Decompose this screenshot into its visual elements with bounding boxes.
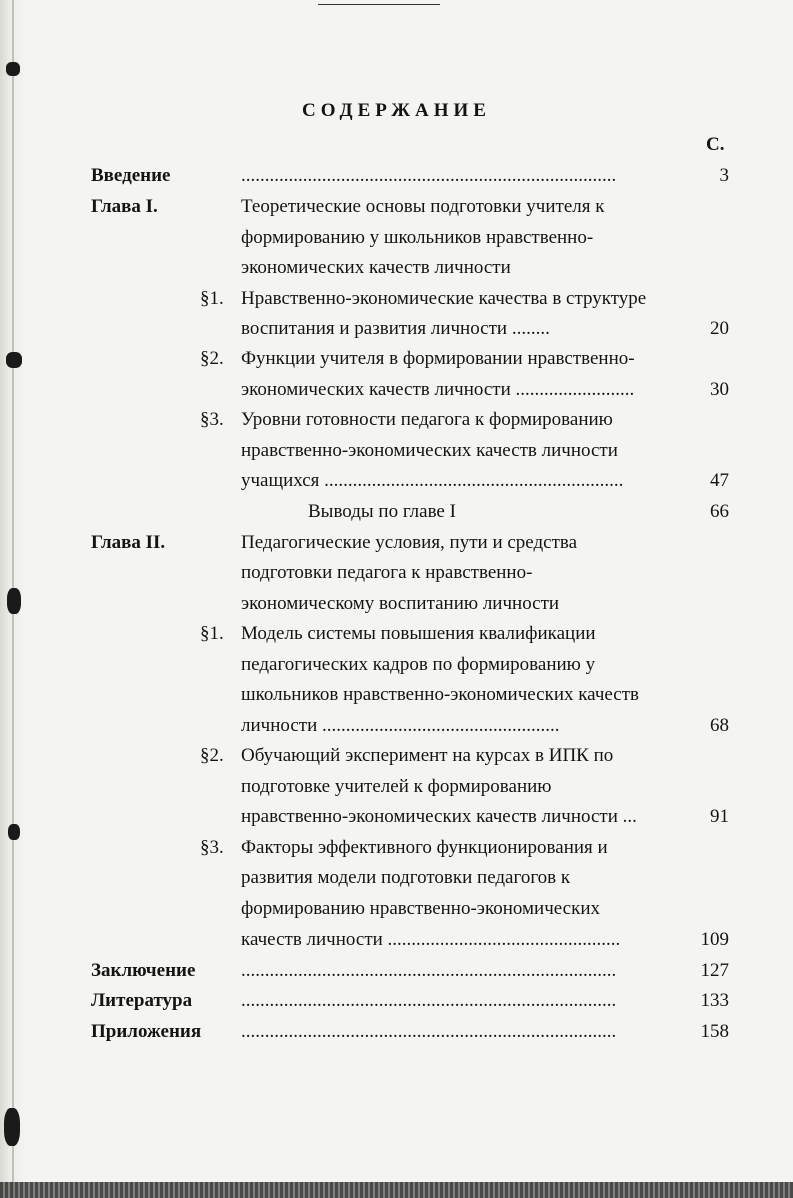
toc-leader-dots: ...............................................................................	[241, 960, 617, 981]
toc-page-number: 47	[710, 470, 729, 491]
toc-entry-text: формированию у школьников нравственно-	[241, 227, 594, 248]
toc-row	[0, 832, 793, 863]
toc-row	[0, 771, 793, 802]
toc-row	[0, 955, 793, 986]
scan-bottom-band	[0, 1182, 793, 1198]
toc-paragraph-number: §3.	[200, 409, 224, 430]
toc-row	[0, 588, 793, 619]
toc-leader-dots: ...............................................................................	[241, 165, 617, 186]
toc-row	[0, 404, 793, 435]
toc-entry-text: Обучающий эксперимент на курсах в ИПК по	[241, 745, 614, 766]
toc-section-label: Введение	[91, 165, 171, 186]
toc-page-number: 109	[700, 929, 729, 950]
toc-entry-text: Факторы эффективного функционирования и	[241, 837, 608, 858]
toc-paragraph-number: §2.	[200, 348, 224, 369]
toc-row	[0, 527, 793, 558]
toc-page-number: 66	[710, 501, 729, 522]
toc-row	[0, 252, 793, 283]
toc-row	[0, 283, 793, 314]
toc-row	[0, 496, 793, 527]
toc-entry-text: личности ..................................................	[241, 715, 560, 736]
toc-entry-text: учащихся ...............................................................	[241, 470, 624, 491]
toc-entry-text: подготовки педагога к нравственно-	[241, 562, 533, 583]
toc-entry-text: Нравственно-экономические качества в структуре	[241, 288, 647, 309]
toc-row	[0, 374, 793, 405]
toc-entry-text: Модель системы повышения квалификации	[241, 623, 596, 644]
top-rule	[318, 4, 440, 5]
toc-entry-text: Функции учителя в формировании нравственно-	[241, 348, 635, 369]
toc-section-label: Литература	[91, 990, 193, 1011]
page-column-header: С.	[706, 134, 725, 155]
toc-section-label: Приложения	[91, 1021, 202, 1042]
toc-entry-text: экономических качеств личности .........................	[241, 379, 635, 400]
toc-entry-text: нравственно-экономических качеств личности ...	[241, 806, 637, 827]
toc-page-number: 127	[700, 960, 729, 981]
toc-page-number: 91	[710, 806, 729, 827]
toc-leader-dots: ...............................................................................	[241, 1021, 617, 1042]
toc-conclusions-entry: Выводы по главе I	[308, 501, 456, 522]
toc-row	[0, 618, 793, 649]
toc-page-number: 68	[710, 715, 729, 736]
toc-page-number: 30	[710, 379, 729, 400]
toc-page-number: 3	[719, 165, 729, 186]
toc-entry-text: Уровни готовности педагога к формированию	[241, 409, 613, 430]
toc-entry-text: школьников нравственно-экономических качеств	[241, 684, 640, 705]
toc-entry-text: педагогических кадров по формированию у	[241, 654, 596, 675]
page-title: СОДЕРЖАНИЕ	[302, 100, 491, 121]
toc-row	[0, 740, 793, 771]
toc-row	[0, 191, 793, 222]
toc-row	[0, 801, 793, 832]
toc-row	[0, 222, 793, 253]
toc-row	[0, 313, 793, 344]
toc-section-label: Заключение	[91, 960, 196, 981]
toc-entry-text: воспитания и развития личности ........	[241, 318, 550, 339]
toc-row	[0, 679, 793, 710]
toc-row	[0, 465, 793, 496]
toc-row	[0, 649, 793, 680]
toc-leader-dots: ...............................................................................	[241, 990, 617, 1011]
toc-paragraph-number: §3.	[200, 837, 224, 858]
toc-row	[0, 160, 793, 191]
toc-paragraph-number: §1.	[200, 623, 224, 644]
toc-row	[0, 985, 793, 1016]
toc-row	[0, 557, 793, 588]
toc-row	[0, 343, 793, 374]
toc-row	[0, 435, 793, 466]
toc-page-number: 20	[710, 318, 729, 339]
toc-entry-text: формированию нравственно-экономических	[241, 898, 601, 919]
toc-entry-text: Теоретические основы подготовки учителя к	[241, 196, 605, 217]
toc-entry-text: экономических качеств личности	[241, 257, 511, 278]
toc-paragraph-number: §1.	[200, 288, 224, 309]
toc-row	[0, 893, 793, 924]
toc-page-number: 133	[700, 990, 729, 1011]
toc-row	[0, 924, 793, 955]
scan-blot	[4, 1108, 20, 1146]
toc-paragraph-number: §2.	[200, 745, 224, 766]
toc-page-number: 158	[700, 1021, 729, 1042]
toc-row	[0, 710, 793, 741]
toc-section-label: Глава I.	[91, 196, 158, 217]
toc-entry-text: экономическому воспитанию личности	[241, 593, 560, 614]
toc-entry-text: Педагогические условия, пути и средства	[241, 532, 578, 553]
toc-entry-text: подготовке учителей к формированию	[241, 776, 552, 797]
toc-row	[0, 1016, 793, 1047]
toc-entry-text: нравственно-экономических качеств личности	[241, 440, 618, 461]
toc-section-label: Глава II.	[91, 532, 166, 553]
toc-entry-text: качеств личности .................................................	[241, 929, 621, 950]
toc-entry-text: развития модели подготовки педагогов к	[241, 867, 571, 888]
toc-row	[0, 862, 793, 893]
scan-blot	[6, 62, 20, 76]
